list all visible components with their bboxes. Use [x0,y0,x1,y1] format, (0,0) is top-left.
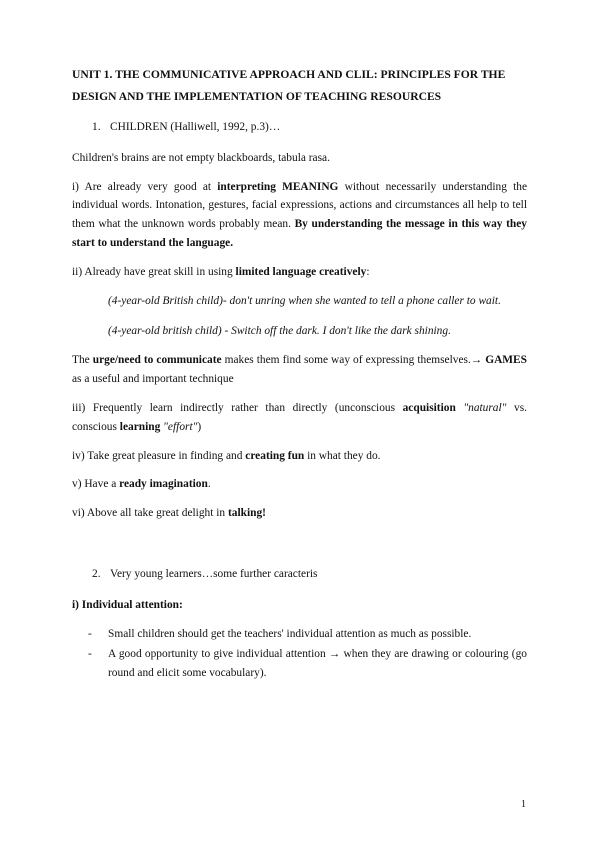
paragraph-imagination [72,475,527,494]
bold-run: i) Individual attention: [72,598,183,611]
bold-run: talking! [227,507,266,520]
attention-bullet-list [72,625,527,683]
section-2-text: Very young learners…some further caracteris [110,568,318,581]
bold-run: interpreting MEANING [217,180,339,193]
spacer [72,533,527,565]
bold-run: creating fun [245,449,305,462]
dash-marker: - [88,648,92,661]
section-1-text: CHILDREN (Halliwell, 1992, p.3)… [110,121,281,134]
list-item-text: A good opportunity to give individual attention → when they are drawing or colouring (go round and elicit some vocabulary). [108,648,527,680]
list-item-text: Small children should get the teachers' individual attention as much as possible. [108,627,472,640]
text-run: ) [197,420,202,433]
text-run: ii) Already have great skill in using [72,265,236,278]
bold-run: GAMES [485,354,527,367]
bold-run: By understanding the message in this way they start to understand the language. [72,218,527,250]
bold-run: learning [119,420,161,433]
italic-run: "effort" [160,420,198,433]
section-1-number: 1. [92,121,101,134]
section-2-heading [92,565,527,584]
bold-run: ready imagination [119,478,208,491]
bold-run: urge/need to communicate [92,354,222,367]
text-run: The [72,354,93,367]
intro-paragraph: Children's brains are not empty blackboards, tabula rasa. [72,151,330,164]
paragraph-talking [72,504,527,523]
text-run: makes them find some way of expressing themselves.→ [221,354,486,367]
text-run: as a useful and important technique [72,373,234,386]
section-2-number: 2. [92,568,101,581]
text-run: in what they do. [304,449,381,462]
example-quote-1: (4-year-old British child)- don't unring when she wanted to tell a phone caller to wait. [108,294,501,307]
list-item [72,625,527,644]
unit-title: UNIT 1. THE COMMUNICATIVE APPROACH AND CLIL: PRINCIPLES FOR THE DESIGN AND THE IMPLEMENTATION OF TEACHING RESOURCES [72,68,506,104]
subheading-individual-attention [72,596,527,615]
text-run: vi) Above all take great delight in [72,507,228,520]
paragraph-creating-fun [72,447,527,466]
dash-marker: - [88,627,92,640]
paragraph-indirect-learning [72,399,527,437]
example-quote-2: (4-year-old british child) - Switch off the dark. I don't like the dark shining. [108,324,451,337]
bold-run: limited language creatively [235,265,367,278]
text-run: without necessarily understanding the individual words. Intonation, gestures, facial expressions, actions and circumstances all help to tell them what the unknown words probably mean. [72,180,527,231]
list-item [72,645,527,683]
paragraph-urge-to-communicate [72,351,527,389]
text-run: v) Have a [72,478,120,491]
text-run: . [207,478,211,491]
text-run: i) Are already very good at [72,180,218,193]
bold-run: acquisition [402,401,456,414]
paragraph-interpreting-meaning [72,178,527,253]
text-run: : [366,265,370,278]
text-run: iv) Take great pleasure in finding and [72,449,246,462]
document-page [72,64,527,685]
text-run: vs. conscious [72,401,527,433]
paragraph-limited-language [72,263,527,282]
text-run: iii) Frequently learn indirectly rather than directly (unconscious [72,401,403,414]
page-number: 1 [521,799,526,810]
section-1-heading [92,118,527,137]
italic-run: "natural" [455,401,507,414]
